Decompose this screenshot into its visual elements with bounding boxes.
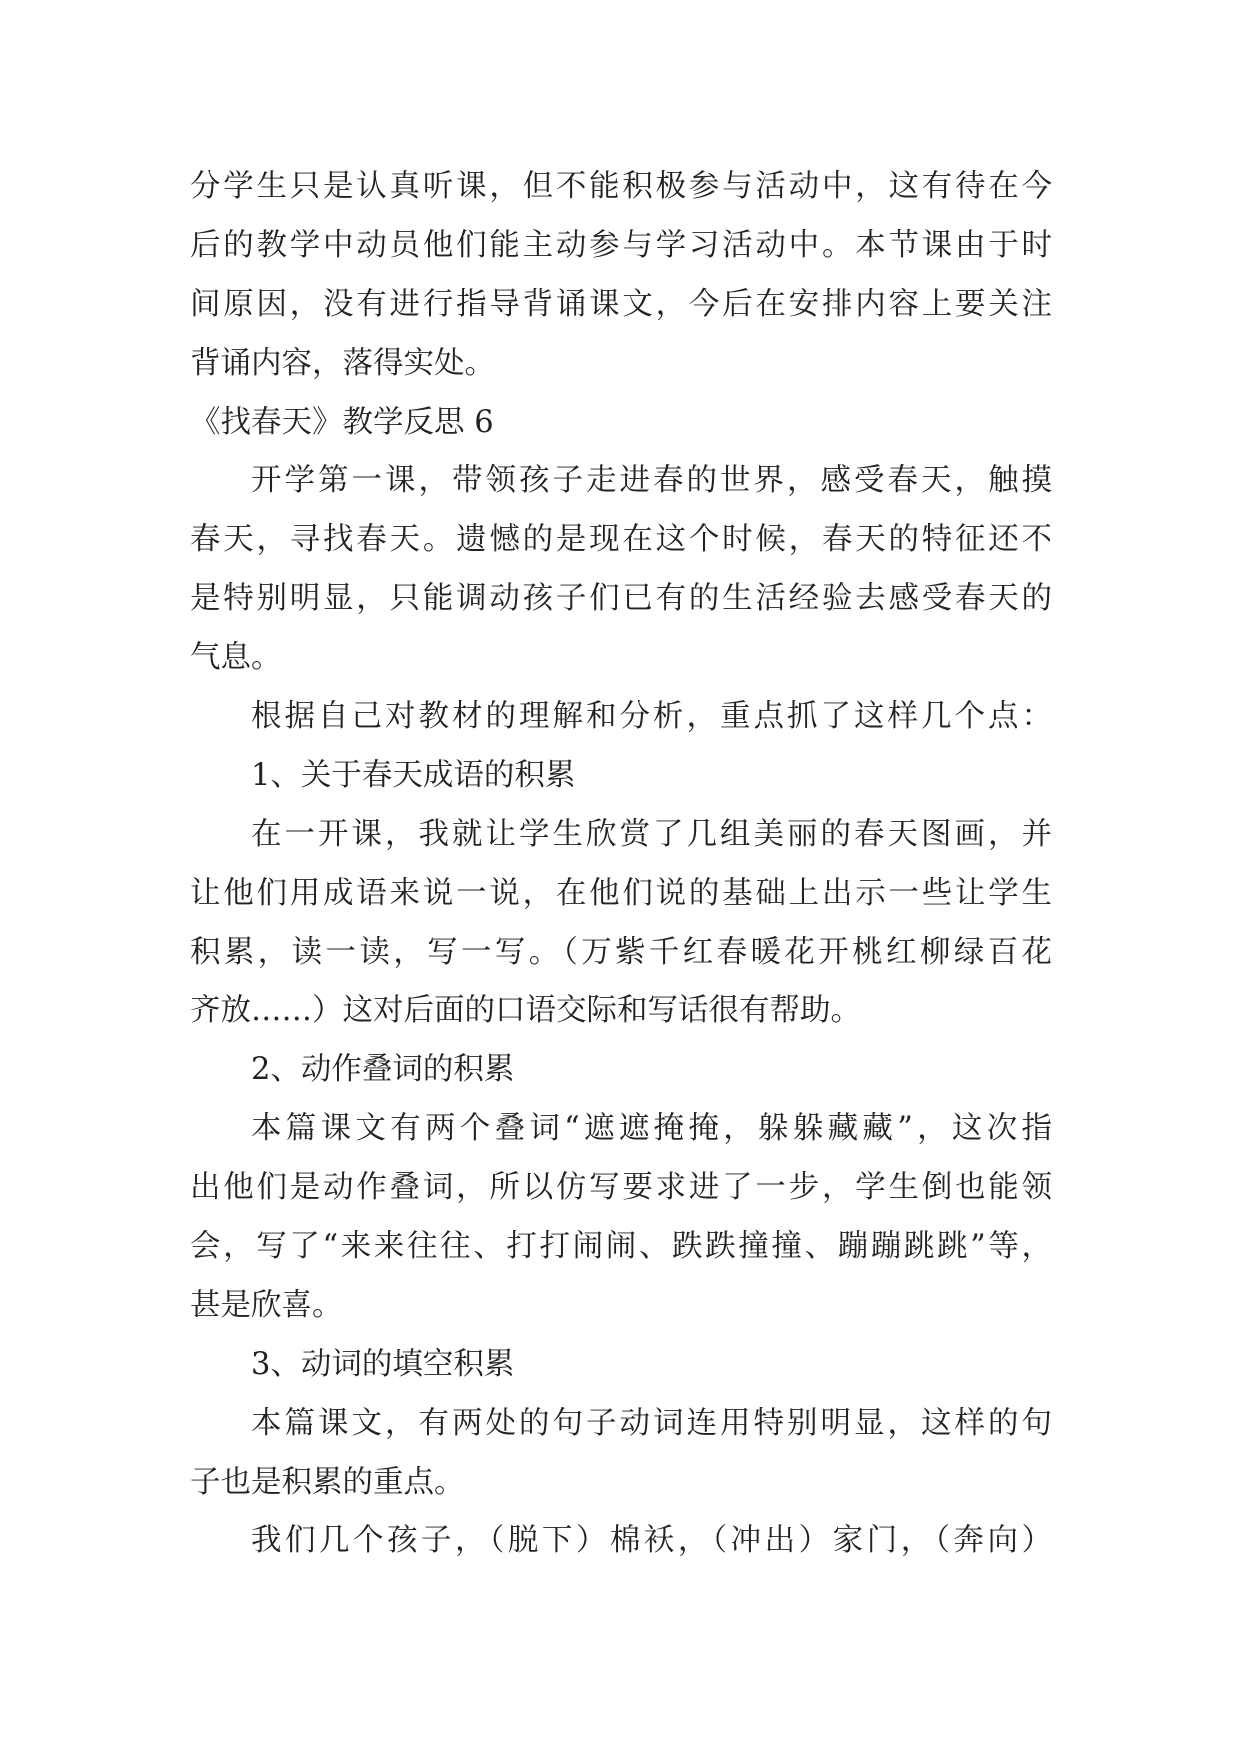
document-body (190, 158, 1052, 1571)
text-line: 气息。 (190, 640, 282, 676)
text-line: 出他们是动作叠词，所以仿写要求进了一步，学生倒也能领 (190, 1170, 1052, 1206)
text-line: 间原因，没有进行指导背诵课文，今后在安排内容上要关注 (190, 286, 1052, 322)
subheading: 1、关于春天成语的积累 (251, 757, 576, 793)
text-line: 甚是欣喜。 (190, 1287, 343, 1323)
text-line: 子也是积累的重点。 (190, 1464, 465, 1500)
text-line: 春天，寻找春天。遗憾的是现在这个时候，春天的特征还不 (190, 522, 1052, 558)
text-line: 我们几个孩子，（脱下）棉袄，（冲出）家门，（奔向） (251, 1523, 1052, 1559)
text-line: 根据自己对教材的理解和分析，重点抓了这样几个点： (251, 699, 1052, 735)
section-heading: 《找春天》教学反思 6 (190, 404, 494, 440)
text-line: 背诵内容，落得实处。 (190, 345, 495, 381)
text-line: 齐放……）这对后面的口语交际和写话很有帮助。 (190, 993, 861, 1029)
subheading: 2、动作叠词的积累 (251, 1052, 515, 1088)
text-line: 会，写了“来来往往、打打闹闹、跌跌撞撞、蹦蹦跳跳”等， (190, 1229, 1052, 1265)
text-line: 本篇课文，有两处的句子动词连用特别明显，这样的句 (251, 1405, 1052, 1441)
text-line: 让他们用成语来说一说，在他们说的基础上出示一些让学生 (190, 875, 1052, 911)
text-line: 开学第一课，带领孩子走进春的世界，感受春天，触摸 (251, 463, 1052, 499)
text-line: 是特别明显，只能调动孩子们已有的生活经验去感受春天的 (190, 581, 1052, 617)
text-line: 在一开课，我就让学生欣赏了几组美丽的春天图画，并 (251, 816, 1052, 852)
text-line: 分学生只是认真听课，但不能积极参与活动中，这有待在今 (190, 169, 1052, 204)
text-line: 本篇课文有两个叠词“遮遮掩掩，躲躲藏藏”，这次指 (251, 1111, 1052, 1147)
text-line: 积累，读一读，写一写。（万紫千红春暖花开桃红柳绿百花 (190, 934, 1052, 970)
text-line: 后的教学中动员他们能主动参与学习活动中。本节课由于时 (190, 227, 1052, 263)
subheading: 3、动词的填空积累 (251, 1346, 515, 1382)
